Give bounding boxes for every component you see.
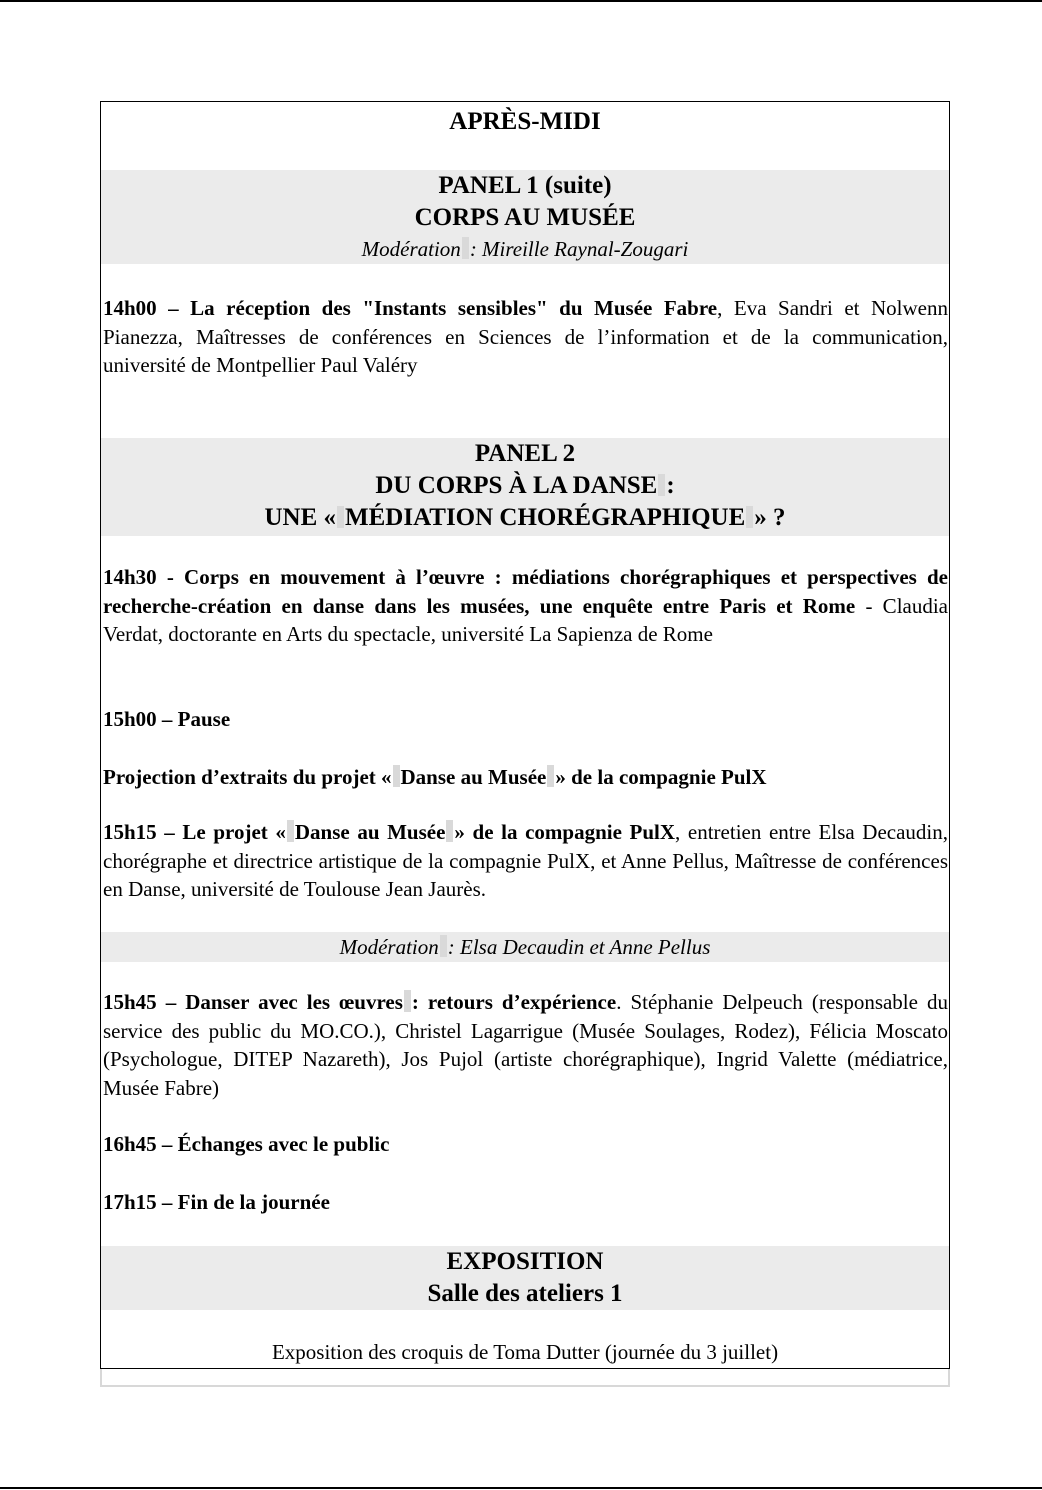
talk-1400-title: 14h00 – La réception des "Instants sensibles" du Musée Fabre bbox=[103, 296, 718, 320]
placeholder-mark bbox=[462, 237, 469, 259]
talk-1545 bbox=[101, 988, 949, 1102]
placeholder-mark bbox=[287, 820, 294, 842]
talk-1545-speakers: . Stéphanie Delpeuch (responsable du service des public du MO.CO.), Christel Lagarrigue (Musée Soulages, Rodez), Félicia Moscato (Psychologue, DITEP Nazareth), Jos Pujol (artiste chorégraphique), Ingrid Valette (médiatrice, Musée Fabre) bbox=[103, 990, 949, 1100]
moderation-label: Modération bbox=[361, 237, 461, 261]
talk-1515-title bbox=[103, 820, 675, 844]
section-title-afternoon: APRÈS-MIDI bbox=[449, 108, 601, 135]
panel1-subtitle: CORPS AU MUSÉE bbox=[414, 204, 636, 231]
moderation-names: : Mireille Raynal-Zougari bbox=[469, 237, 689, 261]
pause-line: 15h00 – Pause bbox=[103, 707, 231, 731]
panel2-title: PANEL 2 bbox=[474, 440, 576, 467]
talk-1515-title-end: » de la compagnie PulX bbox=[454, 820, 676, 844]
exposition-header bbox=[101, 1246, 949, 1310]
projection-line bbox=[101, 763, 951, 791]
page-bottom-rule bbox=[0, 1487, 1042, 1489]
panel2-header bbox=[101, 438, 949, 536]
placeholder-mark bbox=[658, 474, 665, 496]
panel1-header bbox=[101, 170, 949, 264]
moderation-names: : Elsa Decaudin et Anne Pellus bbox=[447, 935, 711, 959]
placeholder-mark bbox=[337, 506, 344, 528]
talk-1515 bbox=[101, 818, 949, 904]
panel2-line3-middle: MÉDIATION CHORÉGRAPHIQUE bbox=[345, 504, 746, 531]
page-top-rule bbox=[0, 0, 1042, 2]
talk-1545-title bbox=[103, 990, 616, 1014]
panel2-line3-end: » ? bbox=[754, 504, 786, 531]
panel2-line3 bbox=[101, 502, 949, 534]
talk-1545-title-end: : retours d’expérience bbox=[411, 990, 617, 1014]
placeholder-mark bbox=[440, 935, 447, 957]
frame-shadow bbox=[100, 1369, 950, 1387]
placeholder-mark bbox=[446, 820, 453, 842]
talk-1430-title: 14h30 - Corps en mouvement à l’œuvre : médiations chorégraphiques et perspectives de recherche-création en danse dans les musées, une enquête entre Paris et Rome bbox=[103, 565, 948, 618]
panel1-title: PANEL 1 (suite) bbox=[438, 172, 612, 199]
talk-1400 bbox=[101, 294, 949, 380]
projection-project-name: Danse au Musée bbox=[400, 765, 547, 789]
talk-1400-speakers: , Eva Sandri et Nolwenn Pianezza, Maîtresses de conférences en Sciences de l’information et de la communication, université de Montpellier Paul Valéry bbox=[103, 296, 948, 377]
exchange-line: 16h45 – Échanges avec le public bbox=[103, 1132, 390, 1156]
placeholder-mark bbox=[547, 765, 554, 787]
moderation-label: Modération bbox=[339, 935, 439, 959]
placeholder-mark bbox=[404, 990, 411, 1012]
projection-text-start: Projection d’extraits du projet « bbox=[103, 765, 392, 789]
end-line: 17h15 – Fin de la journée bbox=[103, 1190, 330, 1214]
placeholder-mark bbox=[746, 506, 753, 528]
projection-text-end: » de la compagnie PulX bbox=[555, 765, 767, 789]
panel2-line2 bbox=[101, 470, 949, 502]
talk-1515-project-name: Danse au Musée bbox=[294, 820, 446, 844]
exposition-room: Salle des ateliers 1 bbox=[427, 1280, 623, 1307]
talk-1545-title-start: 15h45 – Danser avec les œuvres bbox=[103, 990, 403, 1014]
exposition-description: Exposition des croquis de Toma Dutter (journée du 3 juillet) bbox=[271, 1340, 779, 1364]
exposition-title: EXPOSITION bbox=[446, 1248, 604, 1275]
panel1-moderation bbox=[101, 234, 949, 264]
panel2-line2-text: DU CORPS À LA DANSE bbox=[375, 472, 658, 499]
panel2-line2-colon: : bbox=[666, 472, 675, 499]
talk-1430 bbox=[101, 563, 949, 649]
panel2-line3-start: UNE « bbox=[264, 504, 337, 531]
program-frame bbox=[100, 101, 950, 1369]
placeholder-mark bbox=[393, 765, 400, 787]
moderation-2 bbox=[101, 932, 949, 962]
talk-1430-speakers: - Claudia Verdat, doctorante en Arts du spectacle, université La Sapienza de Rome bbox=[103, 593, 949, 646]
talk-1515-title-start: 15h15 – Le projet « bbox=[103, 820, 286, 844]
talk-1515-speakers: , entretien entre Elsa Decaudin, chorégraphe et directrice artistique de la compagnie PulX, et Anne Pellus, Maîtresse de conférences en Danse, université de Toulouse Jean Jaurès. bbox=[103, 820, 949, 901]
